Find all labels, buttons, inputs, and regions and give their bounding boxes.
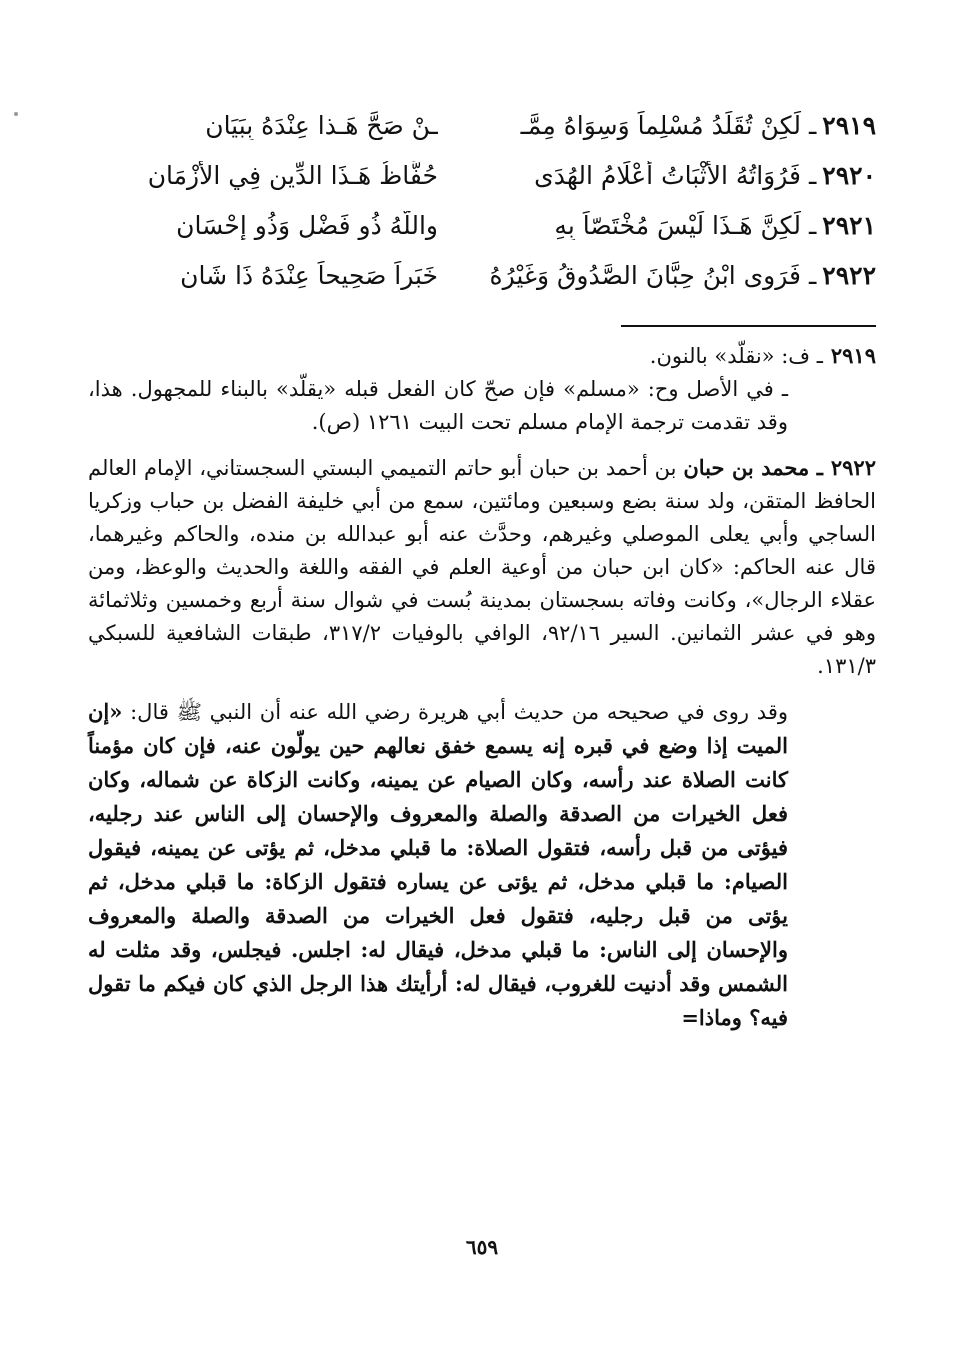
verses-block [88,100,876,300]
verse-first-hemistich [456,161,876,190]
footnote-text: ـ ف: «نقلّد» بالنون. [649,344,823,368]
hadith-paragraph [88,695,876,1035]
footnote-separator [621,325,876,327]
verse-row [88,150,876,200]
verse-right-text: ـ لَكِنْ تُقَلِّدُ مُسْلِماً وَسِوَاهُ مِمَّـ [520,110,817,140]
verse-number: ٢٩٢٠ [822,160,876,190]
footnote-2919 [88,339,876,439]
verse-second-hemistich: خَبَراً صَحِيحاً عِنْدَهُ ذَا شَانِ [180,260,438,290]
hadith-quote: «إن الميت إذا وضع في قبره إنه يسمع خفق نعالهم حين يولّون عنه، فإن كان مؤمناً كانت الصلاة عند رأسه، وكان الصيام عن يمينه، وكانت الزكاة عن شماله، وكان فعل الخيرات من الصدقة والصلة والمعروف والإحسان إلى الناس عند رجليه، فيؤتى من قبل رأسه، فتقول الصلاة: ما قبلي مدخل، ثم يؤتى عن يمينه، فيقول الصيام: ما قبلي مدخل، ثم يؤتى عن يساره فتقول الزكاة: ما قبلي مدخل، ثم يؤتى من قبل رجليه، فتقول فعل الخيرات من الصدقة والصلة والمعروف والإحسان إلى الناس: ما قبلي مدخل، فيقال له: اجلس. فيجلس، وقد مثلت له الشمس وقد أدنيت للغروب، فيقال له: أرأيتك هذا الرجل الذي كان فيكم ما تقول فيه؟ وماذا= [88,699,788,1030]
footnote-2922 [88,451,876,683]
verse-number: ٢٩٢٢ [822,260,876,290]
hadith-intro: وقد روى في صحيحه من حديث أبي هريرة رضي الله عنه أن النبي ﷺ قال: [122,700,788,724]
verse-second-hemistich: حُفَّاظُ هَـذَا الدِّينِ فِي الأَزْمَانِ [147,160,438,190]
page-content [88,100,876,1035]
verse-first-hemistich [456,211,876,240]
footnote-number: ٢٩٢٢ [830,455,876,480]
verse-row [88,100,876,150]
verse-right-text: ـ فَرُوَاتُهُ الأَثْبَاتُ أَعْلَامُ الهُدَى [534,160,817,190]
footnote-number: ٢٩١٩ [830,343,876,368]
page-number: ٦٥٩ [465,1235,499,1259]
verse-right-text: ـ فَرَوى ابْنُ حِبَّانَ الصَّدُوقُ وَغَيْرُهُ [489,260,817,290]
verse-row [88,200,876,250]
verse-first-hemistich [456,111,876,140]
verse-second-hemistich: واللَّهُ ذُو فَضْلٍ وَذُو إِحْسَانِ [176,210,438,240]
footnote-continuation: ـ في الأصل وح: «مسلم» فإن صحّ كان الفعل قبله «يقلّد» بالبناء للمجهول. هذا، وقد تقدمت ترجمة الإمام مسلم تحت البيت ١٢٦١ (ص). [88,377,788,434]
verse-right-text: ـ لَكِنَّ هَـذَا لَيْسَ مُخْتَصّاً بِهِ [554,210,817,240]
verse-second-hemistich: ـنْ صَحَّ هَـذا عِنْدَهُ بِبَيَانِ [205,110,438,140]
verse-number: ٢٩٢١ [822,210,876,240]
verse-number: ٢٩١٩ [822,110,876,140]
verse-row [88,250,876,300]
footnote-biography: بن أحمد بن حبان أبو حاتم التميمي البستي السجستاني، الإمام العالم الحافظ المتقن، ولد سنة بضع وسبعين ومائتين، سمع من أبي خليفة الفضل بن حباب وزكريا الساجي وأبي يعلى الموصلي وغيرهم، وحدَّث عنه أبو عبدالله بن منده، والحاكم وغيرهما، قال عنه الحاكم: «كان ابن حبان من أوعية العلم في الفقه واللغة والحديث والوعظ، ومن عقلاء الرجال»، وكانت وفاته بسجستان بمدينة بُست في شوال سنة أربع وخمسين وثلاثمائة وهو في عشر الثمانين. السير ٩٢/١٦، الوافي بالوفيات ٣١٧/٢، طبقات الشافعية للسبكي ١٣١/٣. [88,456,876,678]
verse-first-hemistich [456,261,876,290]
margin-mark [14,112,18,116]
footnote-person-name: ـ محمد بن حبان [683,455,823,480]
